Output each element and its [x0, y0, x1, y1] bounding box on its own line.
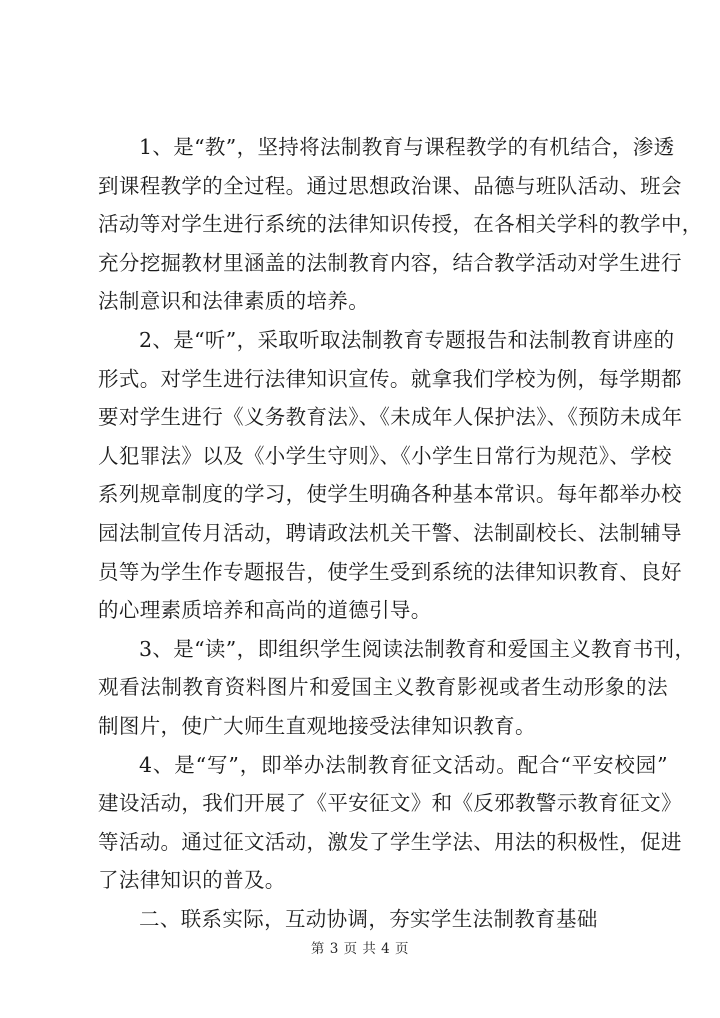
document-body [98, 128, 703, 938]
text-line: 形式。对学生进行法律知识宣传。就拿我们学校为例，每学期都 [98, 366, 682, 391]
text-line: 要对学生进行《义务教育法》、《未成年人保护法》、《预防未成年 [98, 405, 683, 430]
text-line: 到课程教学的全过程。通过思想政治课、品德与班队活动、班会 [98, 173, 682, 198]
text-line: 观看法制教育资料图片和爱国主义教育影视或者生动形象的法 [98, 675, 668, 700]
text-line: 4、是“写”，即举办法制教育征文活动。配合“平安校园” [139, 752, 668, 777]
text-line: 2、是“听”，采取听取法制教育专题报告和法制教育讲座的 [139, 327, 675, 352]
text-line: 制图片，使广大师生直观地接受法律知识教育。 [98, 713, 536, 738]
text-line: 人犯罪法》以及《小学生守则》、《小学生日常行为规范》、学校 [98, 443, 672, 468]
text-line: 园法制宣传月活动，聘请政法机关干警、法制副校长、法制辅导 [98, 520, 682, 545]
text-line: 等活动。通过征文活动，激发了学生学法、用法的积极性，促进 [98, 829, 682, 854]
text-line: 法制意识和法律素质的培养。 [98, 289, 370, 314]
text-line: 活动等对学生进行系统的法律知识传授，在各相关学科的教学中， [98, 212, 703, 237]
text-line: 的心理素质培养和高尚的道德引导。 [98, 598, 432, 623]
text-line: 二、联系实际，互动协调，夯实学生法制教育基础 [139, 906, 598, 931]
text-line: 建设活动，我们开展了《平安征文》和《反邪教警示教育征文》 [98, 791, 682, 816]
text-line: 员等为学生作专题报告，使学生受到系统的法律知识教育、良好 [98, 559, 682, 584]
text-line: 充分挖掘教材里涵盖的法制教育内容，结合教学活动对学生进行 [98, 250, 682, 275]
text-line: 系列规章制度的学习，使学生明确各种基本常识。每年都举办校 [98, 482, 682, 507]
text-line: 1、是“教”，坚持将法制教育与课程教学的有机结合，渗透 [139, 135, 675, 159]
text-line: 3、是“读”，即组织学生阅读法制教育和爱国主义教育书刊， [139, 636, 696, 661]
text-line: 了法律知识的普及。 [98, 868, 286, 893]
page-footer: 第 3 页 共 4 页 [310, 941, 410, 957]
